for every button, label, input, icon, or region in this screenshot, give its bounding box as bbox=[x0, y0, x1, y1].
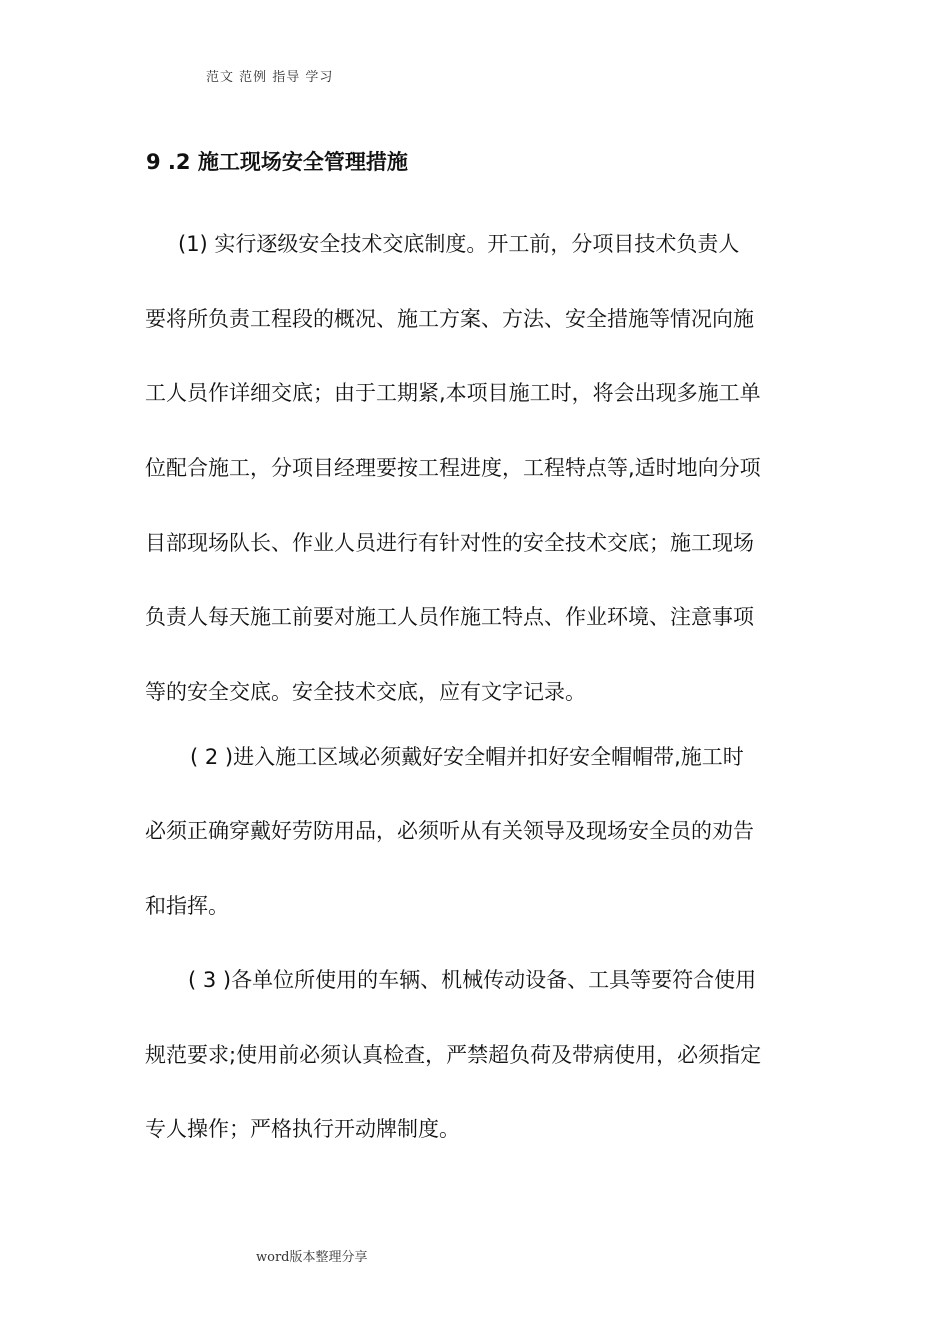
paragraph-line: 必须正确穿戴好劳防用品，必须听从有关领导及现场安全员的劝告 bbox=[145, 819, 754, 843]
paragraph-line: 等的安全交底。安全技术交底，应有文字记录。 bbox=[145, 680, 586, 704]
paragraph-line: (1) 实行逐级安全技术交底制度。开工前，分项目技术负责人 bbox=[178, 232, 740, 256]
page-header: 范文 范例 指导 学习 bbox=[206, 70, 334, 85]
paragraph-line: 位配合施工，分项目经理要按工程进度，工程特点等,适时地向分项 bbox=[145, 456, 761, 480]
page-footer: word版本整理分享 bbox=[256, 1250, 368, 1265]
paragraph-line: 专人操作；严格执行开动牌制度。 bbox=[145, 1117, 460, 1141]
paragraph-line: 工人员作详细交底；由于工期紧,本项目施工时，将会出现多施工单 bbox=[145, 381, 761, 405]
paragraph-line: 目部现场队长、作业人员进行有针对性的安全技术交底；施工现场 bbox=[145, 531, 754, 555]
paragraph-line: ( 3 )各单位所使用的车辆、机械传动设备、工具等要符合使用 bbox=[188, 968, 757, 992]
paragraph-line: 要将所负责工程段的概况、施工方案、方法、安全措施等情况向施 bbox=[145, 307, 754, 331]
paragraph-line: 负责人每天施工前要对施工人员作施工特点、作业环境、注意事项 bbox=[145, 605, 754, 629]
paragraph-line: 和指挥。 bbox=[145, 894, 229, 918]
section-title: 9 .2 施工现场安全管理措施 bbox=[146, 150, 408, 174]
paragraph-line: ( 2 )进入施工区域必须戴好安全帽并扣好安全帽帽带,施工时 bbox=[190, 745, 744, 769]
paragraph-line: 规范要求;使用前必须认真检查，严禁超负荷及带病使用，必须指定 bbox=[145, 1043, 762, 1067]
